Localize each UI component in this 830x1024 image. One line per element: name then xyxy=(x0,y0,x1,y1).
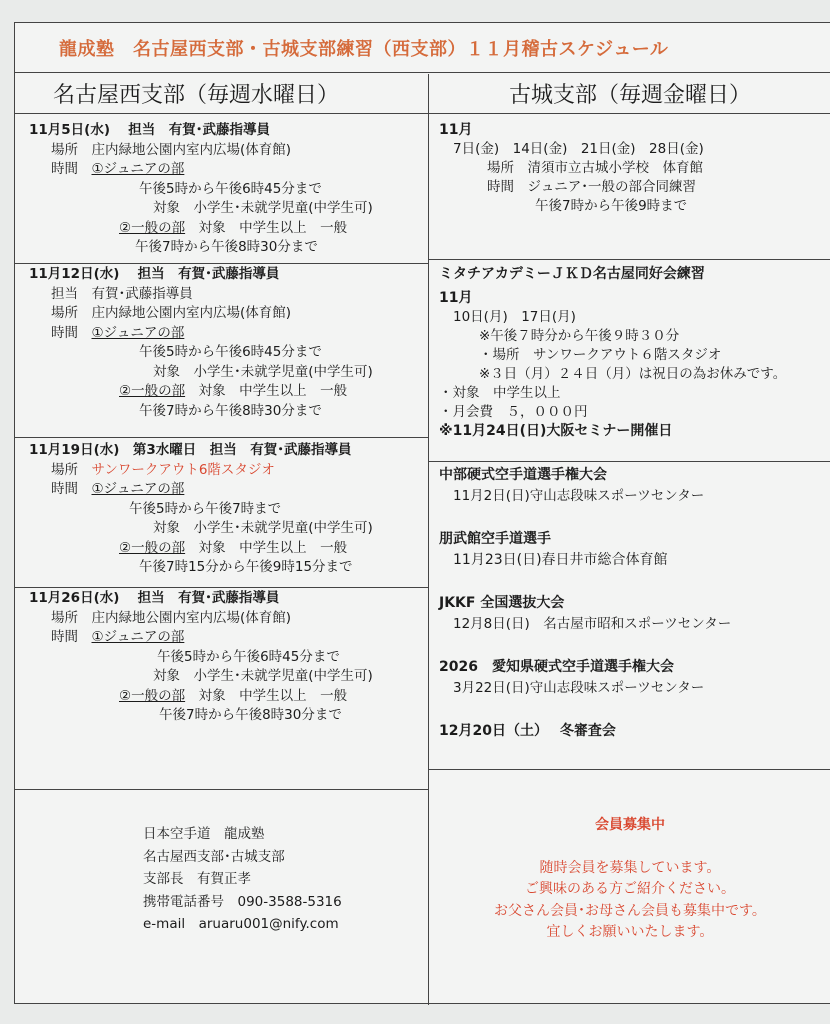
general-target: 対象 中学生以上 一般 xyxy=(198,383,348,399)
general-target: 対象 中学生以上 一般 xyxy=(198,687,348,704)
session-nov-26 xyxy=(29,589,373,726)
recruit-heading: 会員募集中 xyxy=(595,817,665,833)
left-column-header: 名古屋西支部（毎週水曜日） xyxy=(15,74,428,114)
event-detail: 3月22日(日)守山志段味スポーツセンター xyxy=(453,680,705,696)
instructor-line: 担当 有賀･武藤指導員 xyxy=(51,285,193,302)
time-label: 時間 xyxy=(51,324,78,341)
mitachi-place: ・場所 サンワークアウト６階スタジオ xyxy=(479,347,722,363)
divider xyxy=(15,789,428,790)
place-value: 庄内緑地公園内室内広場(体育館) xyxy=(91,141,292,158)
time-label: 時間 xyxy=(51,161,78,177)
place-label: 場所 xyxy=(51,461,78,478)
junior-target: 対象 小学生･未就学児童(中学生可) xyxy=(153,668,373,684)
general-time: 午後7時から午後8時30分まで xyxy=(139,402,322,419)
session-nov-19 xyxy=(29,441,373,578)
mitachi-month: 11月 xyxy=(439,290,473,306)
general-target: 対象 中学生以上 一般 xyxy=(198,539,348,556)
time-label: 時間 xyxy=(51,629,78,645)
event-name: 2026 愛知県硬式空手道選手権大会 xyxy=(439,659,674,675)
divider xyxy=(15,263,428,264)
session-nov-5 xyxy=(29,121,373,258)
event-name: 朋武館空手道選手 xyxy=(439,531,551,547)
mitachi-title: ミタチアカデミーＪＫＤ名古屋同好会練習 xyxy=(439,266,705,282)
junior-label: ①ジュニアの部 xyxy=(91,161,185,177)
general-label: ②一般の部 xyxy=(119,687,186,704)
mitachi-target: ・対象 中学生以上 xyxy=(439,385,561,401)
place-label: 場所 xyxy=(51,609,78,626)
junior-target: 対象 小学生･未就学児童(中学生可) xyxy=(153,363,373,380)
general-time: 午後7時から午後8時30分まで xyxy=(135,239,318,255)
general-target: 対象 中学生以上 一般 xyxy=(198,219,348,236)
place-value: サンワークアウト6階スタジオ xyxy=(91,461,275,478)
junior-time: 午後5時から午後6時45分まで xyxy=(157,648,340,665)
branch-head: 支部長 有賀正孝 xyxy=(143,871,251,887)
recruit-block xyxy=(429,815,830,944)
mitachi-seminar: ※11月24日(日)大阪セミナー開催日 xyxy=(439,423,673,439)
kojo-dates: 7日(金) 14日(金) 21日(金) 28日(金) xyxy=(453,141,704,157)
recruit-line: 宜しくお願いいたします。 xyxy=(546,924,714,940)
place-value: 庄内緑地公園内室内広場(体育館) xyxy=(91,305,292,321)
kojo-time-range: 午後7時から午後9時まで xyxy=(535,198,688,214)
junior-target: 対象 小学生･未就学児童(中学生可) xyxy=(153,520,373,536)
divider xyxy=(15,437,428,438)
divider xyxy=(15,587,428,588)
mitachi-dates: 10日(月) 17日(月) xyxy=(453,309,576,325)
place-value: 庄内緑地公園内室内広場(体育館) xyxy=(91,609,292,626)
event-detail: 11月23日(日)春日井市総合体育館 xyxy=(453,552,668,568)
recruit-line: ご興味のある方ご紹介ください。 xyxy=(525,881,735,897)
recruit-line: 随時会員を募集しています。 xyxy=(539,859,721,876)
general-time: 午後7時から午後8時30分まで xyxy=(159,707,342,723)
divider xyxy=(429,461,830,462)
event-name: 中部硬式空手道選手権大会 xyxy=(439,467,607,483)
divider xyxy=(429,259,830,260)
place-label: 場所 xyxy=(51,141,78,158)
event-name: JKKF 全国選抜大会 xyxy=(439,595,565,611)
recruit-line: お父さん会員･お母さん会員も募集中です。 xyxy=(494,902,766,919)
events-list xyxy=(439,465,731,742)
page-title: 龍成塾 名古屋西支部・古城支部練習（西支部）１１月稽古スケジュール xyxy=(15,23,830,73)
junior-label: ①ジュニアの部 xyxy=(91,481,185,497)
contact-block xyxy=(143,823,342,936)
general-label: ②一般の部 xyxy=(119,383,186,399)
session-heading: 11月26日(水) 担当 有賀･武藤指導員 xyxy=(29,590,280,606)
general-time: 午後7時15分から午後9時15分まで xyxy=(139,559,353,575)
session-heading: 11月19日(水) 第3水曜日 担当 有賀･武藤指導員 xyxy=(29,442,352,458)
junior-label: ①ジュニアの部 xyxy=(91,629,185,645)
junior-target: 対象 小学生･未就学児童(中学生可) xyxy=(153,200,373,216)
junior-time: 午後5時から午後6時45分まで xyxy=(139,344,322,360)
session-heading: 11月12日(水) 担当 有賀･武藤指導員 xyxy=(29,266,280,282)
kojo-time: 時間 ジュニア･一般の部合同練習 xyxy=(487,179,696,195)
event-detail: 12月8日(日) 名古屋市昭和スポーツセンター xyxy=(453,616,732,632)
junior-time: 午後5時から午後7時まで xyxy=(129,500,282,517)
mitachi-holiday: ※３日（月）２４日（月）は祝日の為お休みです。 xyxy=(479,366,787,382)
general-label: ②一般の部 xyxy=(119,219,186,236)
phone-number: 携帯電話番号 090-3588-5316 xyxy=(143,893,342,910)
event-detail: 11月2日(日)守山志段味スポーツセンター xyxy=(453,488,705,504)
general-label: ②一般の部 xyxy=(119,539,186,556)
right-column-header: 古城支部（毎週金曜日） xyxy=(429,74,830,114)
branch-names: 名古屋西支部･古城支部 xyxy=(143,848,285,865)
dojo-name: 日本空手道 龍成塾 xyxy=(143,826,265,842)
kojo-place: 場所 清須市立古城小学校 体育館 xyxy=(487,160,703,176)
session-nov-12 xyxy=(29,265,373,421)
email-address[interactable]: e-mail aruaru001@nify.com xyxy=(143,916,339,932)
kojo-schedule xyxy=(439,121,704,216)
time-label: 時間 xyxy=(51,481,78,497)
junior-label: ①ジュニアの部 xyxy=(91,324,185,341)
mitachi-fee: ・月会費 ５，０００円 xyxy=(439,404,588,420)
winter-exam: 12月20日（土） 冬審査会 xyxy=(439,723,616,739)
junior-time: 午後5時から午後6時45分まで xyxy=(139,180,322,197)
mitachi-schedule xyxy=(439,265,786,441)
session-heading: 11月5日(水) 担当 有賀･武藤指導員 xyxy=(29,122,270,138)
place-label: 場所 xyxy=(51,305,78,321)
mitachi-time: ※午後７時分から午後９時３０分 xyxy=(479,328,680,344)
divider xyxy=(429,769,830,770)
kojo-month: 11月 xyxy=(439,122,473,138)
schedule-sheet xyxy=(14,22,830,1004)
